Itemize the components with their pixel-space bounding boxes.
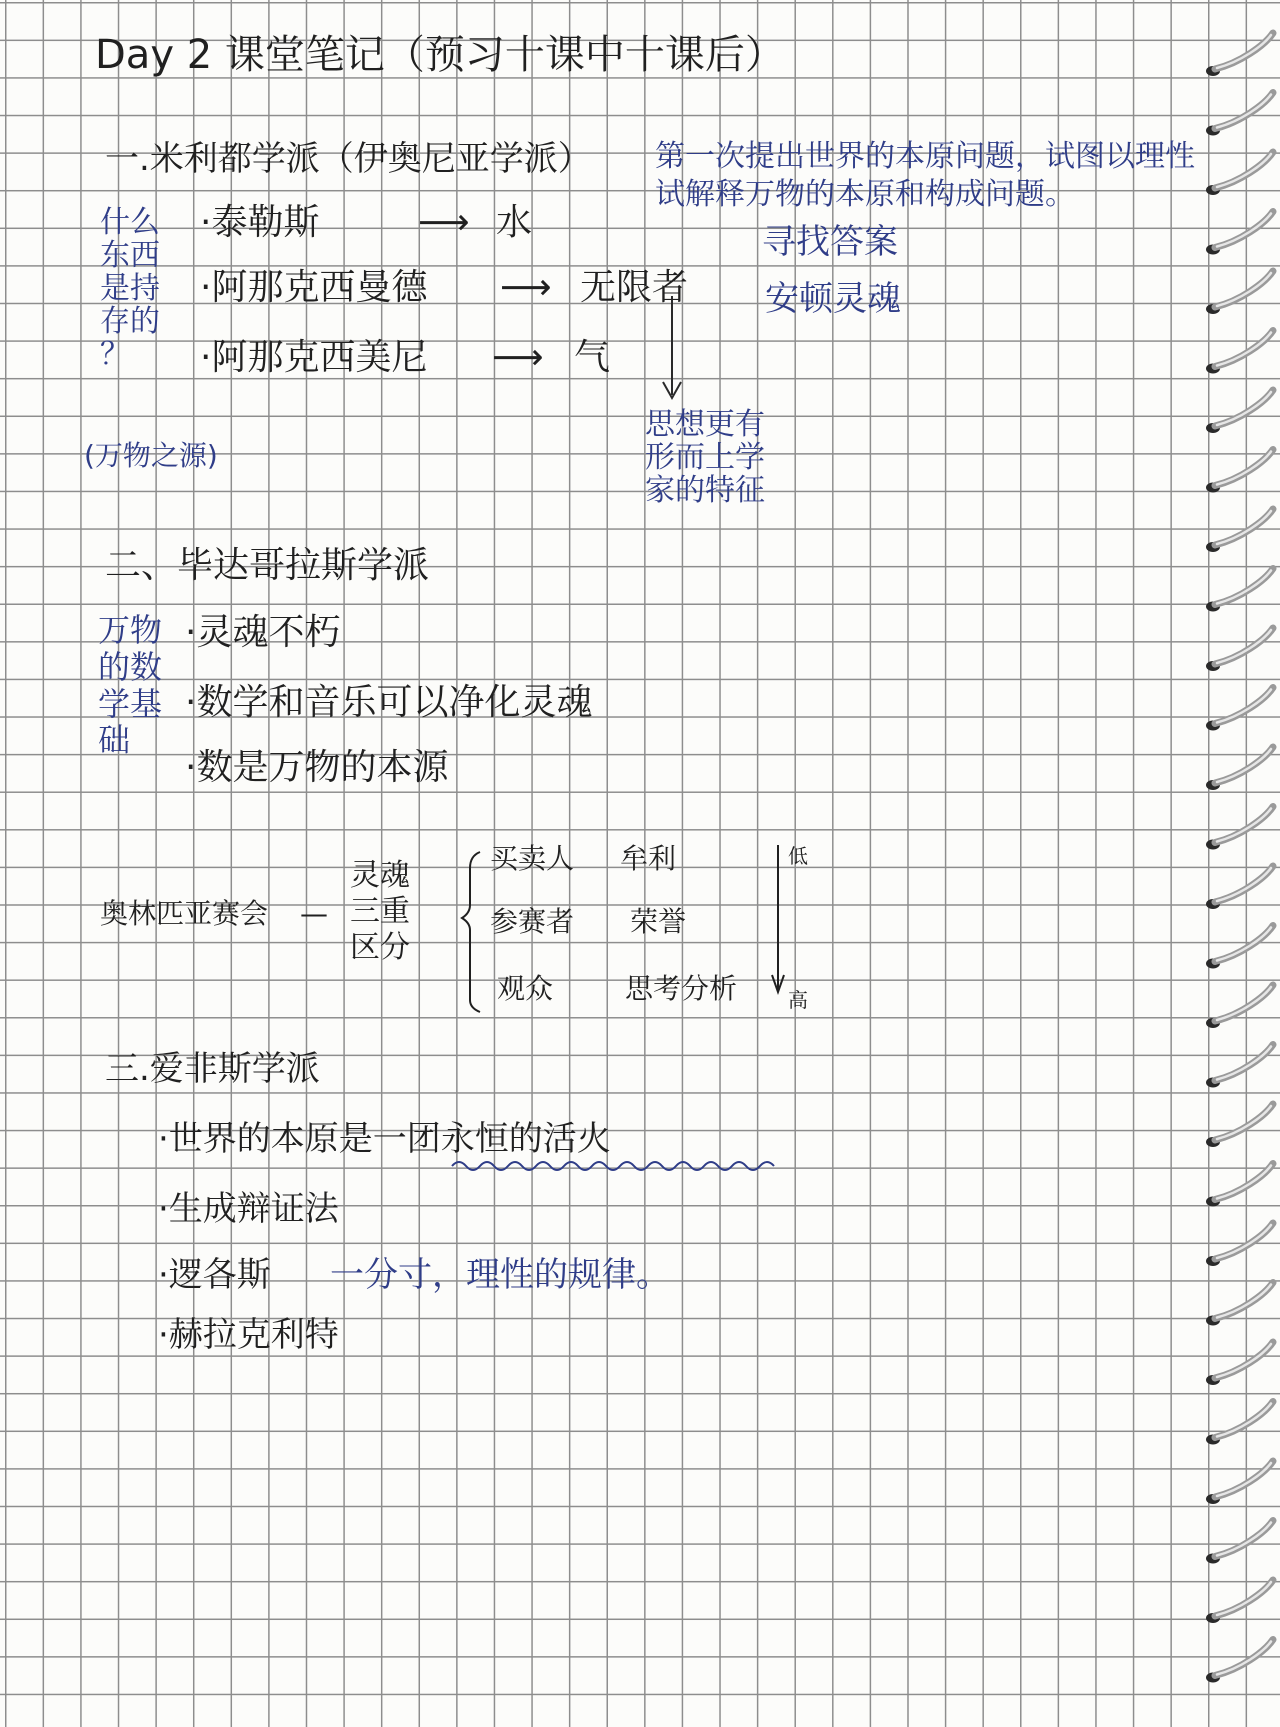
section-2-side-note: 万物 的数 学基 础 (98, 611, 163, 760)
thales-arrow: ⟶ (418, 202, 470, 243)
honor-label: 荣誉 (630, 905, 687, 938)
heraclitus-item-3: ·逻各斯 (158, 1255, 271, 1295)
binding-ring (1206, 628, 1273, 671)
high-label: 高 (788, 988, 808, 1012)
profit-label: 牟利 (620, 842, 677, 875)
pythagoras-item-3: ·数是万物的本源 (185, 747, 449, 788)
soul-division-label: 灵魂 三重 区分 (350, 858, 410, 965)
anaximander-value: 无限者 (580, 267, 689, 308)
section-1-heading: 一.米利都学派（伊奥尼亚学派） (105, 139, 592, 179)
thales-value: 水 (496, 202, 533, 243)
binding-ring (1206, 1104, 1273, 1147)
thinking-label: 思考分析 (625, 972, 738, 1005)
binding-ring (1206, 152, 1273, 195)
binding-ring (1206, 1402, 1273, 1445)
binding-ring (1206, 1580, 1273, 1623)
anaximander-name: ·阿那克西曼德 (200, 267, 428, 308)
pythagoras-item-2: ·数学和音乐可以净化灵魂 (185, 682, 593, 723)
anaximenes-name: ·阿那克西美尼 (200, 337, 428, 378)
binding-ring (1206, 271, 1273, 314)
logos-note: 一分寸，理性的规律。 (330, 1255, 670, 1295)
pythagoras-item-1: ·灵魂不朽 (185, 612, 341, 653)
binding-ring (1206, 509, 1273, 552)
heraclitus-item-4: ·赫拉克利特 (158, 1315, 339, 1355)
anaximenes-arrow: ⟶ (492, 337, 544, 378)
binding-ring (1206, 93, 1273, 136)
thales-name: ·泰勒斯 (200, 202, 320, 243)
binding-ring (1206, 747, 1273, 790)
olympic-dash: — (300, 897, 328, 930)
spiral-binding (1195, 0, 1280, 1727)
anaximander-arrow: ⟶ (500, 267, 552, 308)
section-1-side-note: 什么 东西 是持 存的 ？ (100, 205, 160, 372)
settle-soul-note: 安顿灵魂 (765, 279, 901, 319)
binding-ring (1206, 1461, 1273, 1504)
binding-ring (1206, 33, 1273, 76)
binding-ring (1206, 1045, 1273, 1088)
find-answer-note: 寻找答案 (762, 222, 898, 262)
section-2-heading: 二、毕达哥拉斯学派 (105, 545, 430, 586)
binding-ring (1206, 1283, 1273, 1326)
binding-ring (1206, 866, 1273, 909)
binding-ring (1206, 807, 1273, 850)
blue-note-line-1: 第一次提出世界的本原问题，试图以理性 (655, 139, 1195, 174)
binding-ring (1206, 1521, 1273, 1564)
binding-ring (1206, 390, 1273, 433)
binding-ring (1206, 1164, 1273, 1207)
section-1-side-paren: (万物之源) (84, 439, 218, 472)
spectators-label: 观众 (497, 972, 554, 1005)
competitors-label: 参赛者 (490, 905, 575, 938)
binding-ring (1206, 985, 1273, 1028)
binding-ring (1206, 212, 1273, 255)
binding-ring (1206, 331, 1273, 374)
blue-note-line-2: 试解释万物的本原和构成问题。 (655, 177, 1075, 212)
binding-ring (1206, 926, 1273, 969)
olympic-games-label: 奥林匹亚赛会 (100, 897, 269, 930)
section-3-heading: 三.爱非斯学派 (105, 1049, 320, 1089)
binding-ring (1206, 1342, 1273, 1385)
heraclitus-item-2: ·生成辩证法 (158, 1189, 339, 1229)
anaximenes-value: 气 (574, 337, 611, 378)
binding-ring (1206, 1223, 1273, 1266)
binding-ring (1206, 450, 1273, 493)
binding-ring (1206, 1640, 1273, 1683)
page-title: Day 2 课堂笔记（预习十课中十课后） (95, 32, 785, 78)
low-label: 低 (788, 844, 808, 868)
metaphysics-note: 思想更有 形而上学 家的特征 (645, 407, 765, 508)
binding-ring (1206, 569, 1273, 612)
binding-ring (1206, 688, 1273, 731)
heraclitus-item-1: ·世界的本原是一团永恒的活火 (158, 1119, 611, 1159)
merchants-label: 买卖人 (490, 842, 575, 875)
